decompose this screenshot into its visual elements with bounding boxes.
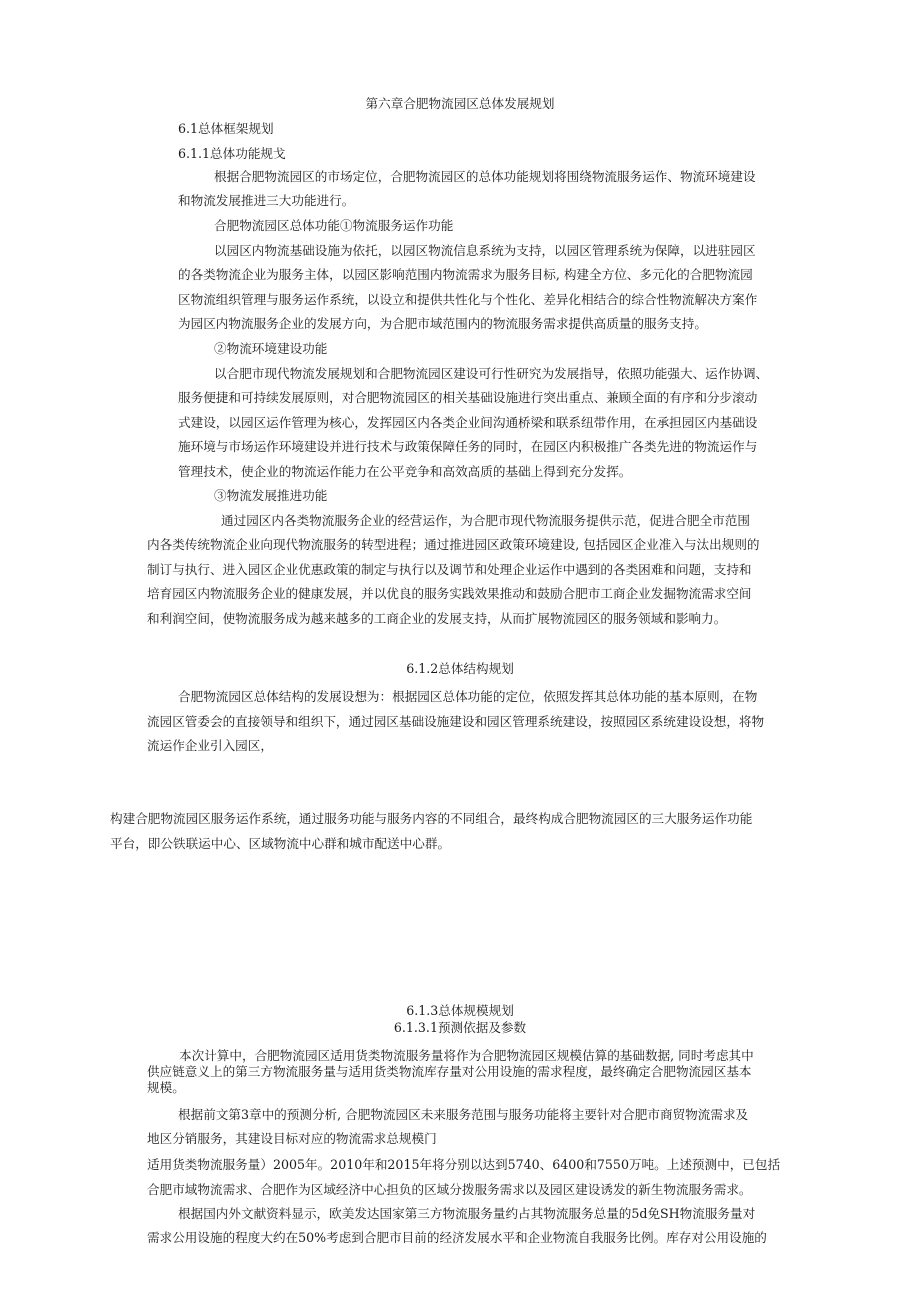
paragraph-line: 式建设，以园区运作管理为核心，发挥园区内各类企业间沟通桥梁和联系纽带作用，在承担园区内基础设 bbox=[178, 415, 758, 430]
paragraph-line: 内各类传统物流企业向现代物流服务的转型进程；通过推进园区政策环境建设, 包括园区企业准入与汰出规则的 bbox=[147, 537, 760, 552]
paragraph-line: 服务便捷和可持续发展原则，对合肥物流园区的相关基础设施进行突出重点、兼顾全面的有序和分步滚动 bbox=[178, 390, 758, 405]
subsubsection-heading-6-1-3-1: 6.1.3.1预测依据及参数 bbox=[393, 1020, 527, 1035]
function-2-title: ②物流环境建设功能 bbox=[214, 341, 328, 356]
paragraph-line: 的各类物流企业为服务主体，以园区影响范围内物流需求为服务目标, 构建全方位、多元化的合肥物流园 bbox=[178, 267, 753, 282]
subsection-heading-6-1-1: 6.1.1总体功能规戈 bbox=[178, 146, 286, 161]
paragraph-line: 平台，即公铁联运中心、区域物流中心群和城市配送中心群。 bbox=[110, 836, 451, 851]
paragraph-line: 通过园区内各类物流服务企业的经营运作，为合肥市现代物流服务提供示范，促进合肥全市范围 bbox=[221, 513, 750, 528]
paragraph-line: 以合肥市现代物流发展规划和合肥物流园区建设可行性研究为发展指导，依照功能强大、运作协调、 bbox=[214, 366, 769, 381]
paragraph-line: 构建合肥物流园区服务运作系统，通过服务功能与服务内容的不同组合，最终构成合肥物流园区的三大服务运作功能 bbox=[110, 811, 753, 826]
function-1-title: 合肥物流园区总体功能①物流服务运作功能 bbox=[214, 218, 454, 233]
subsection-heading-6-1-2: 6.1.2总体结构规划 bbox=[406, 661, 514, 676]
paragraph-line: 地区分销服务，其建设目标对应的物流需求总规模门 bbox=[147, 1131, 437, 1146]
paragraph-line: 适用货类物流服务量）2005年。2010年和2015年将分别以达到5740、6400和7550万吨。上述预测中，已包括 bbox=[147, 1157, 781, 1172]
paragraph-line: 合肥市域物流需求、合肥作为区域经济中心担负的区域分拨服务需求以及园区建设诱发的新生物流服务需求。 bbox=[147, 1182, 752, 1197]
paragraph-line: 制订与执行、进入园区企业优惠政策的制定与执行以及调节和处理企业运作中遇到的各类困难和问题，支持和 bbox=[147, 562, 752, 577]
paragraph-line: 规模。 bbox=[147, 1080, 185, 1095]
paragraph-line: 和利润空间，使物流服务成为越来越多的工商企业的发展支持，从而扩展物流园区的服务领域和影响力。 bbox=[147, 611, 727, 626]
paragraph-line: 本次计算中，合肥物流园区适用货类物流服务量将作为合肥物流园区规模估算的基础数据, 同时考虑其中 bbox=[179, 1048, 754, 1063]
paragraph-line: 以园区内物流基础设施为依托，以园区物流信息系统为支持，以园区管理系统为保障，以进驻园区 bbox=[214, 243, 756, 258]
chapter-title: 第六章合肥物流园区总体发展规划 bbox=[365, 96, 555, 111]
paragraph-line: 施环境与市场运作环境建设并进行技术与政策保障任务的同时，在园区内积极推广各类先进的物流运作与 bbox=[178, 439, 758, 454]
function-3-title: ③物流发展推进功能 bbox=[214, 488, 328, 503]
paragraph-line: 合肥物流园区总体结构的发展设想为：根据园区总体功能的定位，依照发挥其总体功能的基本原则，在物 bbox=[178, 689, 758, 704]
paragraph-line: 培育园区内物流服务企业的健康发展，并以优良的服务实践效果推动和鼓励合肥市工商企业发掘物流需求空间 bbox=[147, 586, 752, 601]
paragraph-line: 根据国内外文献资料显示，欧美发达国家第三方物流服务量约占其物流服务总量的5d免SH物流服务量对 bbox=[178, 1206, 756, 1221]
paragraph-line: 流园区管委会的直接领导和组织下，通过园区基础设施建设和园区管理系统建设，按照园区系统建设设想，将物 bbox=[147, 714, 765, 729]
paragraph-line: 管理技术，使企业的物流运作能力在公平竞争和高效高质的基础上得到充分发挥。 bbox=[178, 464, 632, 479]
paragraph-line: 为园区内物流服务企业的发展方向，为合肥市域范围内的物流服务需求提供高质量的服务支持。 bbox=[178, 316, 707, 331]
paragraph-line: 和物流发展推进三大功能进行。 bbox=[178, 193, 355, 208]
paragraph-line: 流运作企业引入园区， bbox=[147, 738, 273, 753]
paragraph-line: 根据前文第3章中的预测分析, 合肥物流园区未来服务范围与服务功能将主要针对合肥市商贸物流需求及 bbox=[178, 1107, 749, 1122]
paragraph-line: 区物流组织管理与服务运作系统，以设立和提供共性化与个性化、差异化相结合的综合性物流解决方案作 bbox=[178, 292, 758, 307]
paragraph-line: 供应链意义上的第三方物流服务量与适用货类物流库存量对公用设施的需求程度，最终确定合肥物流园区基本 bbox=[147, 1064, 752, 1079]
paragraph-line: 需求公用设施的程度大约在50%考虑到合肥市目前的经济发展水平和企业物流自我服务比例。库存对公用设施的 bbox=[147, 1230, 767, 1245]
section-heading-6-1: 6.1总体框架规划 bbox=[178, 121, 274, 136]
paragraph-line: 根据合肥物流园区的市场定位，合肥物流园区的总体功能规划将围绕物流服务运作、物流环境建设 bbox=[214, 169, 756, 184]
subsection-heading-6-1-3: 6.1.3总体规模规划 bbox=[406, 1003, 514, 1018]
